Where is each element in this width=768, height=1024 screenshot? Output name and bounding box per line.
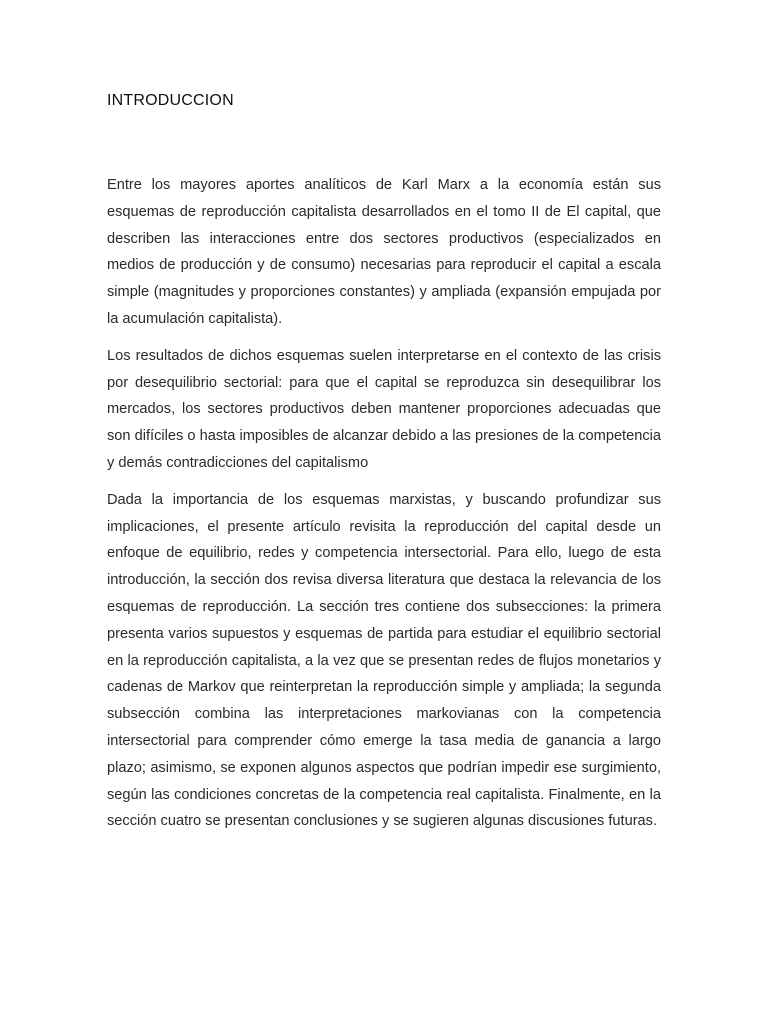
paragraph-2: Los resultados de dichos esquemas suelen interpretarse en el contexto de las crisis por desequilibrio sectorial: para que el capital se reproduzca sin desequilibrar los mercados, los sectores productivos deben mantener proporciones adecuadas que son difíciles o hasta imposibles de alcanzar debido a las presiones de la competencia y demás contradicciones del capitalismo (107, 347, 661, 471)
document-body (107, 172, 661, 845)
page-title: INTRODUCCION (107, 92, 234, 109)
paragraph-1: Entre los mayores aportes analíticos de Karl Marx a la economía están sus esquemas de reproducción capitalista desarrollados en el tomo II de El capital, que describen las interacciones entre dos sectores productivos (especializados en medios de producción y de consumo) necesarias para reproducir el capital a escala simple (magnitudes y proporciones constantes) y ampliada (expansión empujada por la acumulación capitalista). (107, 177, 661, 327)
paragraph-3: Dada la importancia de los esquemas marxistas, y buscando profundizar sus implicaciones, el presente artículo revisita la reproducción del capital desde un enfoque de equilibrio, redes y competencia intersectorial. Para ello, luego de esta introducción, la sección dos revisa diversa literatura que destaca la relevancia de los esquemas de reproducción. La sección tres contiene dos subsecciones: la primera presenta varios supuestos y esquemas de partida para estudiar el equilibrio sectorial en la reproducción capitalista, a la vez que se presentan redes de flujos monetarios y cadenas de Markov que reinterpretan la reproducción simple y ampliada; la segunda subsección combina las interpretaciones markovianas con la competencia intersectorial para comprender cómo emerge la tasa media de ganancia a largo plazo; asimismo, se exponen algunos aspectos que podrían impedir ese surgimiento, según las condiciones concretas de la competencia real capitalista. Finalmente, en la sección cuatro se presentan conclusiones y se sugieren algunas discusiones futuras. (107, 491, 661, 830)
